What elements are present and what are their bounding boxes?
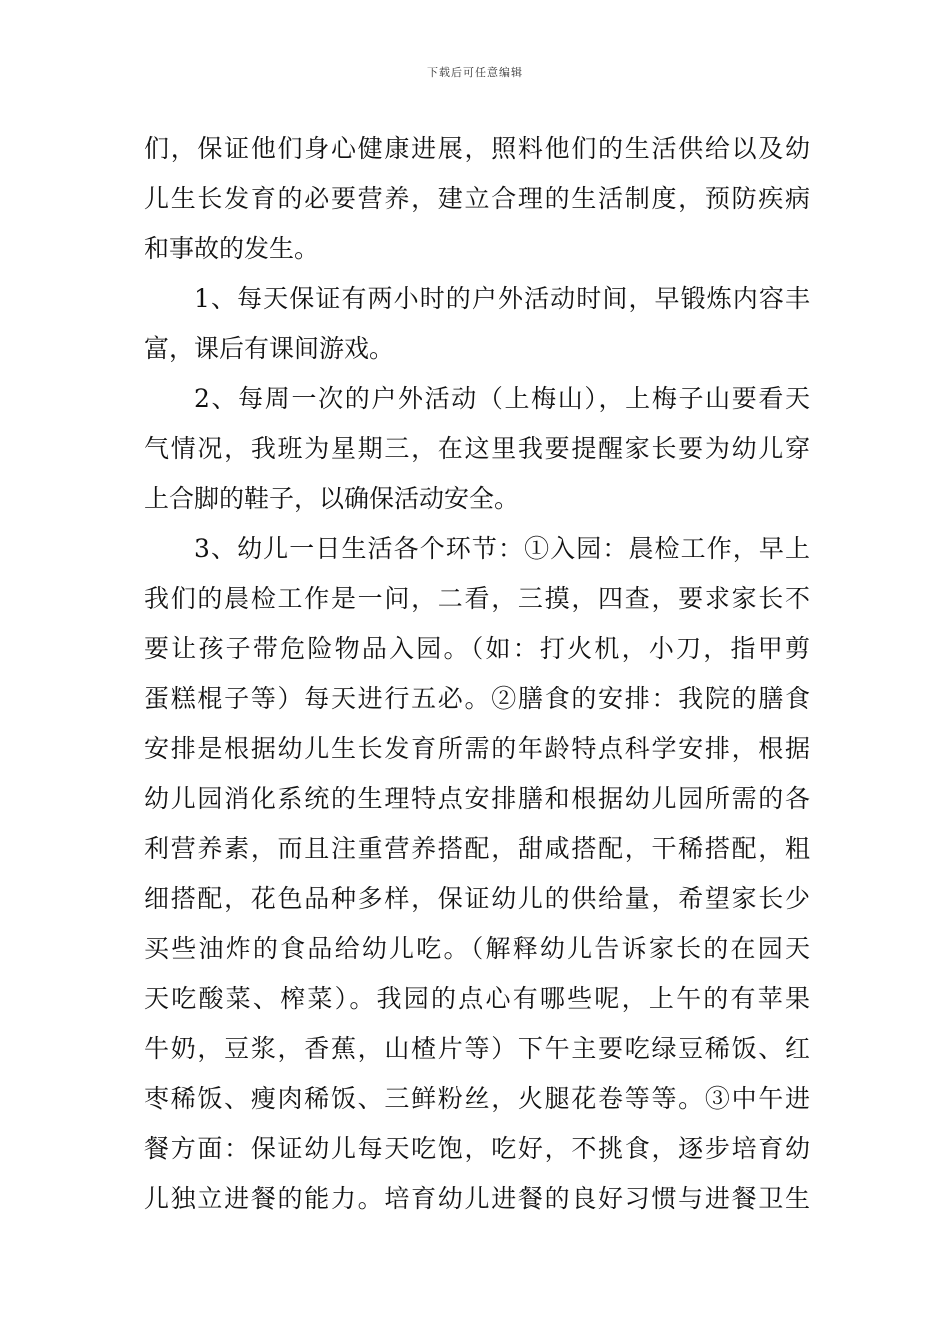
text-line: 细搭配，花色品种多样，保证幼儿的供给量，希望家长少 xyxy=(144,884,810,913)
text-line: 安排是根据幼儿生长发育所需的年龄特点科学安排，根据 xyxy=(144,734,810,763)
text-line: 2、每周一次的户外活动（上梅山），上梅子山要看天 xyxy=(194,384,810,413)
text-line: 牛奶，豆浆，香蕉，山楂片等）下午主要吃绿豆稀饭、红 xyxy=(144,1034,810,1063)
text-line: 1、每天保证有两小时的户外活动时间，早锻炼内容丰 xyxy=(194,284,810,313)
text-line: 要让孩子带危险物品入园。（如：打火机，小刀，指甲剪 xyxy=(144,634,810,663)
text-line: 买些油炸的食品给幼儿吃。（解释幼儿告诉家长的在园天 xyxy=(144,934,810,963)
text-line: 枣稀饭、瘦肉稀饭、三鲜粉丝，火腿花卷等等。③中午进 xyxy=(144,1084,810,1113)
text-line: 儿独立进餐的能力。培育幼儿进餐的良好习惯与进餐卫生 xyxy=(144,1184,810,1213)
text-line: 利营养素，而且注重营养搭配，甜咸搭配，干稀搭配，粗 xyxy=(144,834,810,863)
text-line: 富，课后有课间游戏。 xyxy=(144,334,395,363)
text-line: 我们的晨检工作是一问，二看，三摸，四查，要求家长不 xyxy=(144,584,810,613)
text-line: 气情况，我班为星期三，在这里我要提醒家长要为幼儿穿 xyxy=(144,434,810,463)
text-line: 幼儿园消化系统的生理特点安排膳和根据幼儿园所需的各 xyxy=(144,784,810,813)
text-line: 和事故的发生。 xyxy=(144,234,320,263)
text-line: 蛋糕棍子等）每天进行五必。②膳食的安排：我院的膳食 xyxy=(144,684,810,713)
text-line: 餐方面：保证幼儿每天吃饱，吃好，不挑食，逐步培育幼 xyxy=(144,1134,810,1163)
page-header-note: 下载后可任意编辑 xyxy=(427,66,523,79)
text-line: 们，保证他们身心健康进展，照料他们的生活供给以及幼 xyxy=(144,134,810,163)
text-line: 3、幼儿一日生活各个环节：①入园：晨检工作，早上 xyxy=(194,534,810,563)
text-line: 儿生长发育的必要营养，建立合理的生活制度，预防疾病 xyxy=(144,184,810,213)
text-line: 上合脚的鞋子，以确保活动安全。 xyxy=(144,484,520,513)
text-line: 天吃酸菜、榨菜）。我园的点心有哪些呢，上午的有苹果 xyxy=(144,984,810,1013)
document-body xyxy=(144,124,810,1224)
